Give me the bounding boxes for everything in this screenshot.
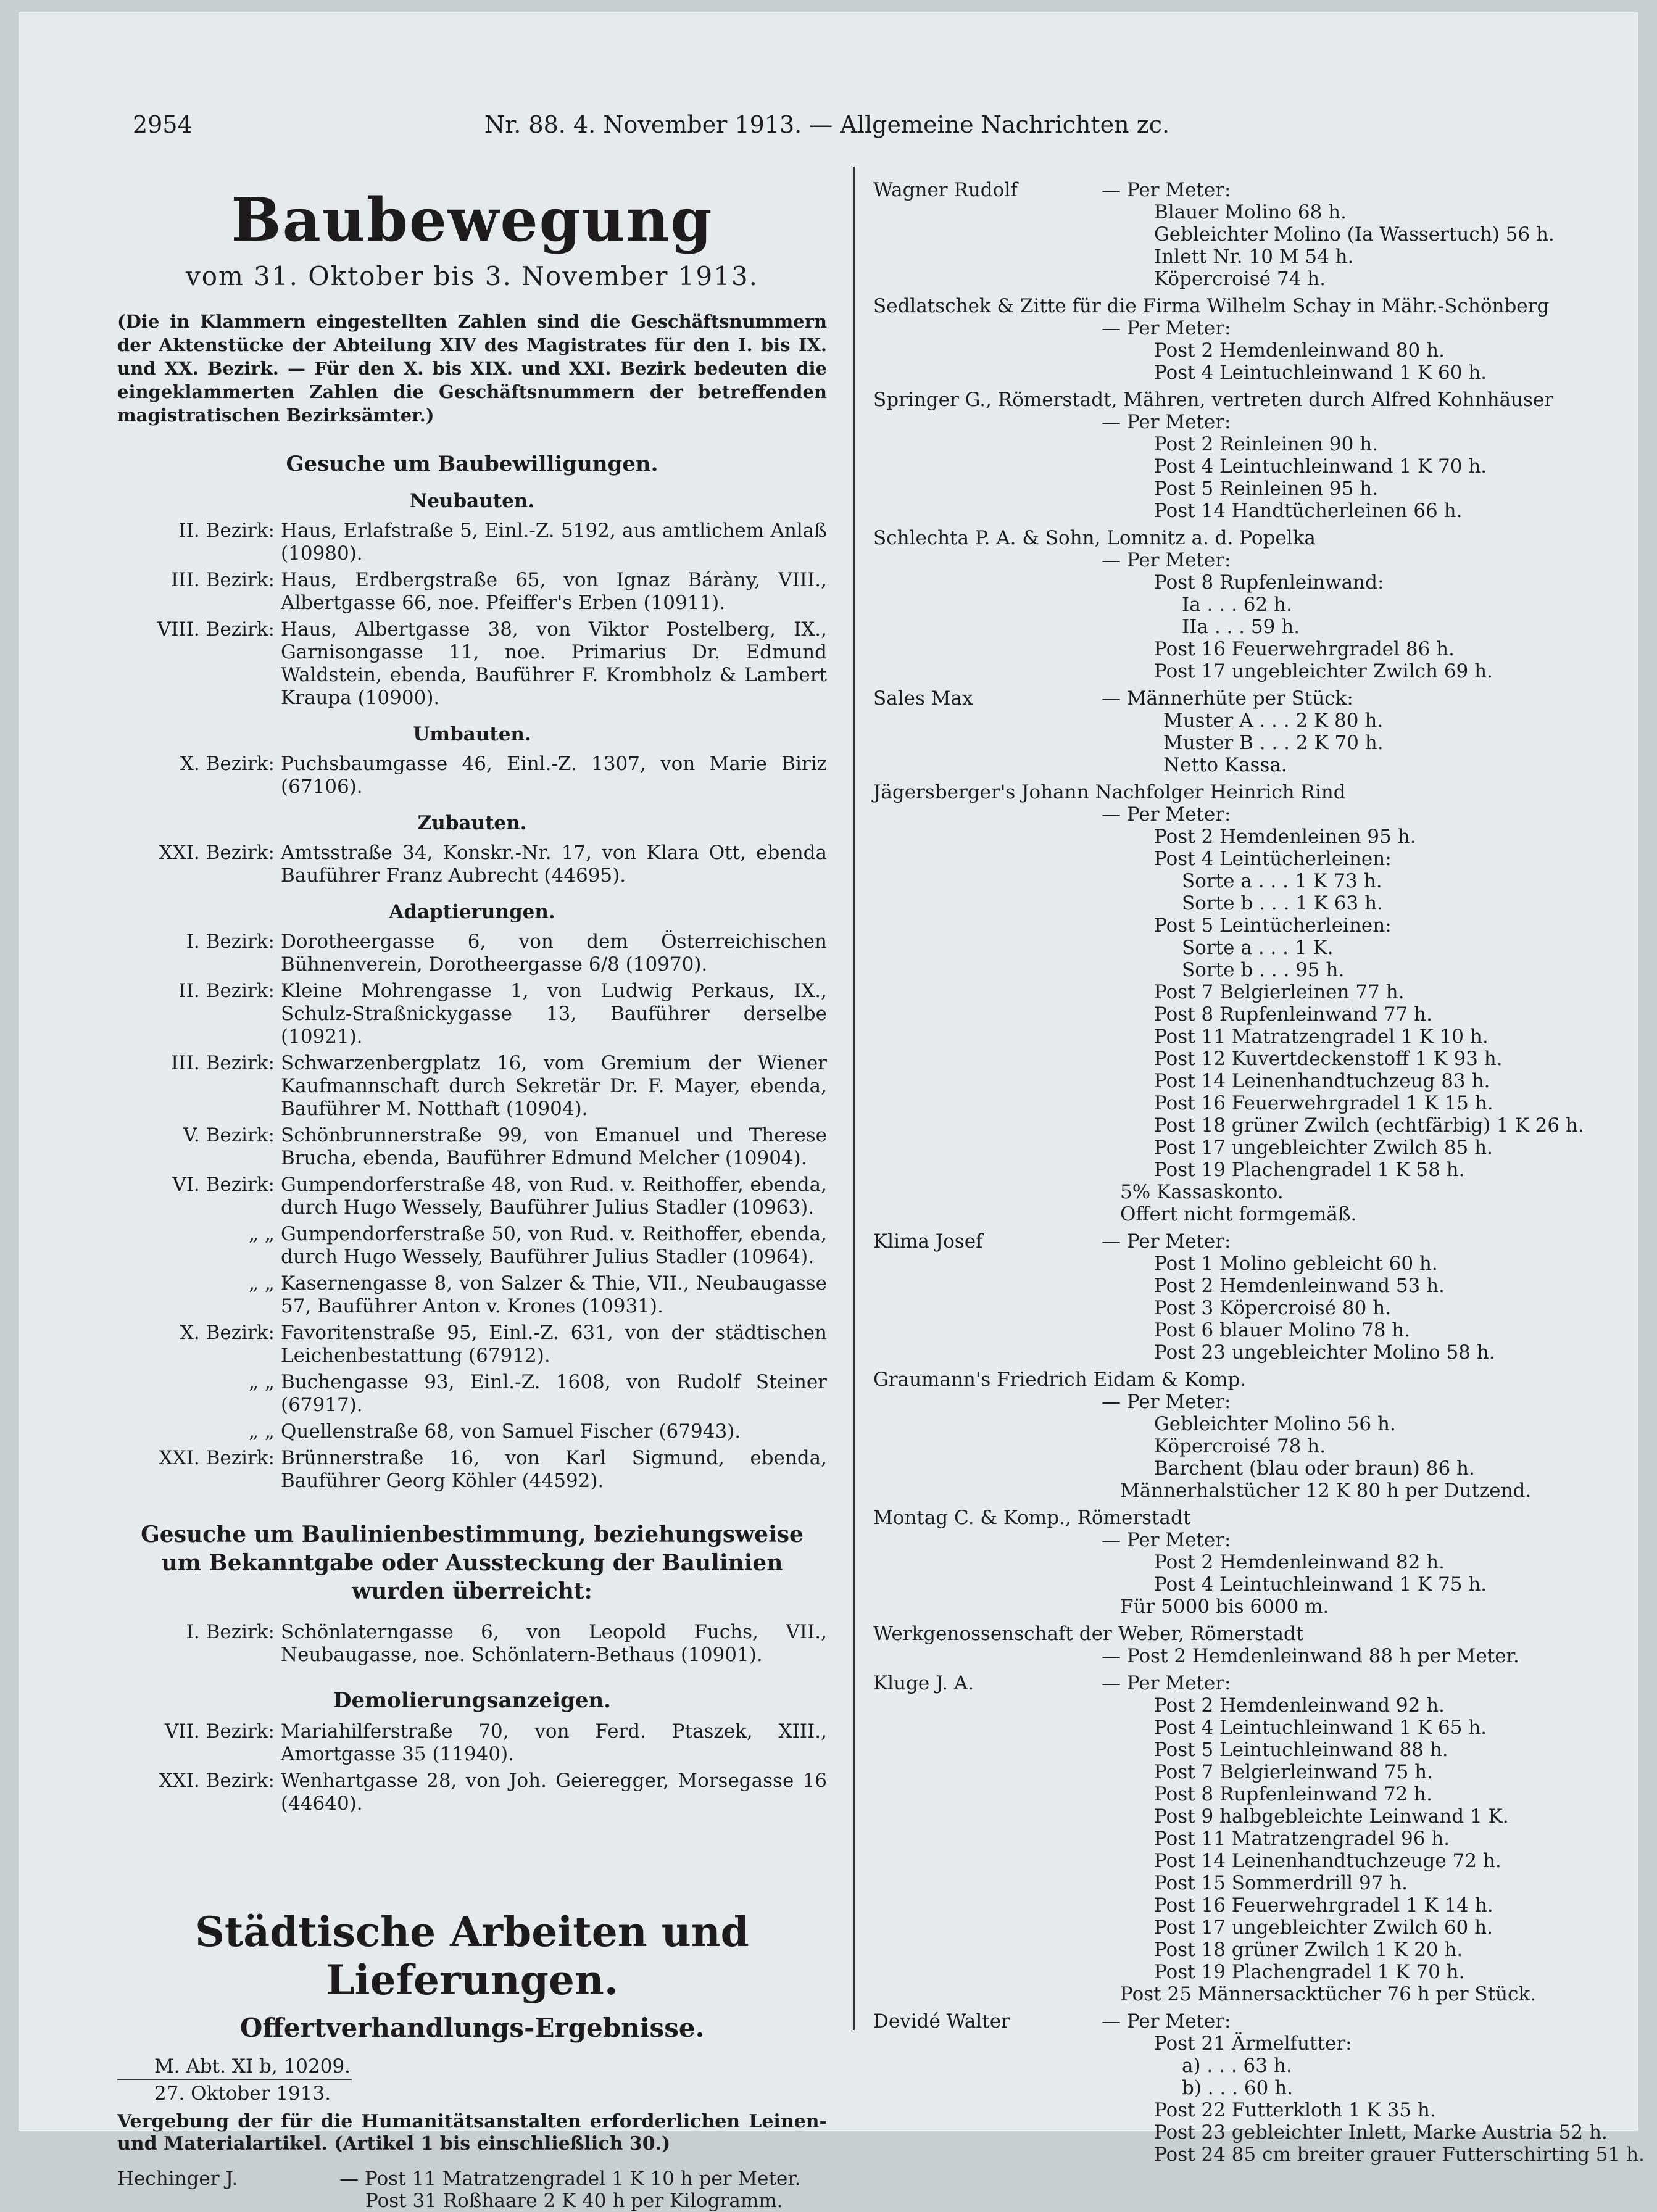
entry-text: Buchengasse 93, Einl.-Z. 1608, von Rudolf Steiner (67917). [281,1371,827,1416]
offer-line: Post 18 grüner Zwilch (echtfärbig) 1 K 26 h. [1154,1114,1584,1137]
offer-line: Blauer Molino 68 h. [1154,201,1347,223]
district-label: III. Bezirk: [171,1052,275,1074]
entry-item [117,1770,827,1815]
section-title-arbeiten: Städtische Arbeiten und Lieferungen. [195,1908,749,2004]
neubauten-list [117,520,827,710]
heading-baubewilligungen: Gesuche um Baubewilligungen. [286,452,658,476]
firm-hechinger [117,2168,827,2212]
firm-name: Wagner Rudolf [873,179,1018,201]
entry-text: Kasernengasse 8, von Salzer & Thie, VII., Neubaugasse 57, Bauführer Anton v. Krones (10931). [281,1272,827,1317]
entry-item [117,1174,827,1219]
offer-line: Post 4 Leintücherleinen: [1154,848,1392,870]
offer-line: Post 2 Hemdenleinen 95 h. [1154,826,1416,848]
offer-line: Sorte b . . . 95 h. [1182,959,1345,981]
umbauten-list [117,753,827,798]
entry-text: Haus, Erdbergstraße 65, von Ignaz Báràny, VIII., Albertgasse 66, noe. Pfeiffer's Erben (10911). [281,569,827,614]
offer-line: Post 7 Belgierleinen 77 h. [1154,981,1405,1003]
offer-head: — Per Meter: [1102,803,1231,826]
offer-line: Muster B . . . 2 K 70 h. [1163,732,1384,754]
entry-item [117,753,827,798]
offer-line: Post 18 grüner Zwilch 1 K 20 h. [1154,1939,1463,1961]
offer-line: Post 8 Rupfenleinwand 77 h. [1154,1003,1432,1025]
entry-item [117,1621,827,1667]
firm-name: Hechinger J. [117,2168,238,2190]
offer-line: Männerhalstücher 12 K 80 h per Dutzend. [1120,1480,1532,1502]
district-label: VIII. Bezirk: [157,618,275,640]
offer-line: Post 2 Hemdenleinwand 53 h. [1154,1275,1445,1297]
offer-line: Post 17 ungebleichter Zwilch 69 h. [1154,660,1493,682]
offer-line: Barchent (blau oder braun) 86 h. [1154,1457,1475,1480]
offer-line: Post 16 Feuerwehrgradel 1 K 14 h. [1154,1894,1493,1916]
reference-number: M. Abt. XI b, 10209. [154,2055,351,2077]
offer-line: Post 4 Leintuchleinwand 1 K 65 h. [1154,1717,1487,1739]
offer-line: a) . . . 63 h. [1182,2055,1292,2077]
firm-name: Sales Max [873,687,973,710]
offer-line: 5% Kassaskonto. [1120,1181,1284,1203]
entry-item [117,618,827,710]
entry-item [117,1124,827,1170]
subheading-demolierung: Demolierungsanzeigen. [333,1688,612,1713]
firm-offer-block [873,389,1589,522]
entry-text: Kleine Mohrengasse 1, von Ludwig Perkaus, IX., Schulz-Straßnickygasse 13, Bauführer derselbe (10921). [281,980,827,1048]
entry-item [117,569,827,615]
offer-line: Ia . . . 62 h. [1182,594,1292,616]
offer-line: Sorte a . . . 1 K 73 h. [1182,870,1382,892]
firm-offer-block [873,1672,1589,2005]
district-label: II. Bezirk: [178,520,275,542]
offer-head: — Per Meter: [1102,179,1231,201]
entry-text: Amtsstraße 34, Konskr.-Nr. 17, von Klara Ott, ebenda Bauführer Franz Aubrecht (44695). [281,842,827,887]
offer-line: Post 2 Hemdenleinwand 82 h. [1154,1551,1445,1573]
entry-text: Haus, Erlafstraße 5, Einl.-Z. 5192, aus amtlichem Anlaß (10980). [281,520,827,565]
entry-item [117,1371,827,1417]
offer-line: Post 31 Roßhaare 2 K 40 h per Kilogramm. [365,2190,783,2212]
firm-name: Klima Josef [873,1230,983,1253]
firm-offer-block [873,687,1589,776]
entry-text: Haus, Albertgasse 38, von Viktor Postelberg, IX., Garnisongasse 11, noe. Primarius Dr. Edmund Waldstein, ebenda, Bauführer F. Krombholz & Lambert Kraupa (10900). [281,618,827,709]
offer-line: Post 4 Leintuchleinwand 1 K 70 h. [1154,455,1487,478]
offer-line: Post 16 Feuerwehrgradel 1 K 15 h. [1154,1092,1493,1114]
dateline: vom 31. Oktober bis 3. November 1913. [185,261,759,291]
entry-text: Brünnerstraße 16, von Karl Sigmund, ebenda, Bauführer Georg Köhler (44592). [281,1447,827,1492]
entry-item [117,930,827,976]
firm-offer-block [873,295,1589,384]
offer-line: Post 16 Feuerwehrgradel 86 h. [1154,638,1455,660]
offer-line: Post 9 halbgebleichte Leinwand 1 K. [1154,1805,1509,1828]
district-label: „ „ [249,1272,275,1294]
firm-name: Springer G., Römerstadt, Mähren, vertreten durch Alfred Kohnhäuser [873,389,1554,411]
entry-item [117,1272,827,1318]
offer-line: Post 1 Molino gebleicht 60 h. [1154,1253,1438,1275]
offer-line: Post 17 ungebleichter Zwilch 85 h. [1154,1137,1493,1159]
page-header [133,111,1534,148]
firm-offer-block [873,1507,1589,1618]
district-label: „ „ [249,1223,275,1245]
offer-line: Sorte b . . . 1 K 63 h. [1182,892,1383,914]
district-label: „ „ [249,1371,275,1393]
entry-text: Dorotheergasse 6, von dem Österreichischen Bühnenverein, Dorotheergasse 6/8 (10970). [281,930,827,976]
offer-line: Inlett Nr. 10 M 54 h. [1154,246,1354,268]
entry-text: Gumpendorferstraße 48, von Rud. v. Reithoffer, ebenda, durch Hugo Wessely, Bauführer Julius Stadler (10963). [281,1174,827,1219]
offer-line: Post 24 85 cm breiter grauer Futterschirting 51 h. [1154,2144,1645,2166]
offer-line: Post 8 Rupfenleinwand 72 h. [1154,1783,1432,1805]
district-label: III. Bezirk: [171,569,275,591]
offer-line: Köpercroisé 78 h. [1154,1435,1326,1457]
entry-item [117,1052,827,1120]
section-title-baubewegung: Baubewegung [231,185,713,255]
firm-name: Kluge J. A. [873,1672,974,1694]
entry-item [117,1322,827,1367]
entry-text: Gumpendorferstraße 50, von Rud. v. Reithoffer, ebenda, durch Hugo Wessely, Bauführer Julius Stadler (10964). [281,1223,827,1268]
offer-line: Post 14 Leinenhandtuchzeug 83 h. [1154,1070,1490,1092]
district-label: VII. Bezirk: [164,1720,275,1742]
entry-item [117,842,827,887]
offer-line: Post 14 Handtücherleinen 66 h. [1154,500,1463,522]
offer-line: — Post 11 Matratzengradel 1 K 10 h per Meter. [339,2168,801,2190]
firm-name: Graumann's Friedrich Eidam & Komp. [873,1369,1247,1391]
adaptierungen-list [117,930,827,1493]
offer-line: Netto Kassa. [1163,754,1287,776]
reference-date: 27. Oktober 1913. [154,2082,331,2105]
firm-offer-block [873,781,1589,1225]
entry-item [117,1420,827,1443]
offer-line: Gebleichter Molino 56 h. [1154,1413,1396,1435]
baulinien-list [117,1621,827,1667]
district-label: XXI. Bezirk: [159,842,275,864]
reference-rule [117,2079,352,2080]
firm-offer-block [873,179,1589,290]
offer-line: Post 5 Leintücherleinen: [1154,914,1392,937]
district-label: VI. Bezirk: [172,1174,275,1196]
offer-line: Muster A . . . 2 K 80 h. [1163,710,1384,732]
offer-line: Post 11 Matratzengradel 1 K 10 h. [1154,1025,1489,1048]
offer-head: — Per Meter: [1102,1230,1231,1253]
offer-line: Post 7 Belgierleinwand 75 h. [1154,1761,1433,1783]
offer-line: Post 4 Leintuchleinwand 1 K 75 h. [1154,1573,1487,1596]
firm-name: Sedlatschek & Zitte für die Firma Wilhelm Schay in Mähr.-Schönberg [873,295,1550,317]
offer-line: Post 5 Reinleinen 95 h. [1154,478,1379,500]
offer-line: Post 3 Köpercroisé 80 h. [1154,1297,1392,1319]
district-label: X. Bezirk: [180,753,275,775]
offer-line: Post 5 Leintuchleinwand 88 h. [1154,1739,1448,1761]
offer-line: IIa . . . 59 h. [1182,616,1300,638]
firm-offer [339,2168,827,2212]
firm-name: Werkgenossenschaft der Weber, Römerstadt [873,1623,1304,1645]
offer-line: Post 22 Futterkloth 1 K 35 h. [1154,2099,1436,2121]
offer-head: — Per Meter: [1102,317,1231,339]
offer-head: — Per Meter: [1102,2010,1231,2032]
offer-line: Post 23 gebleichter Inlett, Marke Austria 52 h. [1154,2121,1608,2144]
offer-line: Post 4 Leintuchleinwand 1 K 60 h. [1154,362,1487,384]
right-column [873,179,1645,2171]
offer-line: Sorte a . . . 1 K. [1182,937,1334,959]
district-label: I. Bezirk: [186,930,275,953]
entry-text: Schönlaterngasse 6, von Leopold Fuchs, VII., Neubaugasse, noe. Schönlatern-Bethaus (10901). [281,1621,827,1666]
entry-text: Schönbrunnerstraße 99, von Emanuel und Therese Brucha, ebenda, Bauführer Edmund Melcher (10904). [281,1124,827,1169]
entry-text: Schwarzenbergplatz 16, vom Gremium der Wiener Kaufmannschaft durch Sekretär Dr. F. Mayer, ebenda, Bauführer M. Notthaft (10904). [281,1052,827,1120]
offer-line: Post 23 ungebleichter Molino 58 h. [1154,1341,1495,1364]
district-label: „ „ [249,1420,275,1443]
offer-line: b) . . . 60 h. [1182,2077,1294,2099]
firm-name: Jägersberger's Johann Nachfolger Heinrich Rind [873,781,1346,803]
offer-line: Post 19 Plachengradel 1 K 70 h. [1154,1961,1465,1983]
firm-offer-block [873,1369,1589,1502]
demolierung-list [117,1720,827,1815]
entry-item [117,980,827,1048]
offer-line: Köpercroisé 74 h. [1154,268,1326,290]
offer-line: Post 21 Ärmelfutter: [1154,2032,1352,2055]
firm-name: Schlechta P. A. & Sohn, Lomnitz a. d. Popelka [873,527,1316,549]
entry-item [117,1223,827,1269]
offer-line: Für 5000 bis 6000 m. [1120,1596,1329,1618]
vergebung-text: Vergebung der für die Humanitätsanstalten erforderlichen Leinen- und Materialartikel. (Artikel 1 bis einschließlich 30.) [117,2111,827,2155]
offer-line: Post 8 Rupfenleinwand: [1154,571,1384,594]
firm-name: Montag C. & Komp., Römerstadt [873,1507,1191,1529]
offer-line: Post 17 ungebleichter Zwilch 60 h. [1154,1916,1493,1939]
subheading-adaptierungen: Adaptierungen. [389,901,555,923]
entry-item [117,1720,827,1766]
firm-offer-block [873,527,1589,682]
district-label: I. Bezirk: [186,1621,275,1643]
district-label: XXI. Bezirk: [159,1447,275,1469]
offer-head: — Post 2 Hemdenleinwand 88 h per Meter. [1102,1645,1519,1667]
district-label: V. Bezirk: [183,1124,275,1146]
left-column [117,179,827,2212]
district-label: XXI. Bezirk: [159,1770,275,1792]
offer-head: — Per Meter: [1102,1672,1231,1694]
offer-head: — Per Meter: [1102,1529,1231,1551]
offer-line: Post 6 blauer Molino 78 h. [1154,1319,1411,1341]
offer-head: — Per Meter: [1102,1391,1231,1413]
offer-line: Post 2 Reinleinen 90 h. [1154,433,1379,455]
subheading-umbauten: Umbauten. [413,723,531,745]
firm-offer-block [873,2010,1645,2166]
entry-item [117,1447,827,1493]
offer-line: Post 15 Sommerdrill 97 h. [1154,1872,1408,1894]
offer-line: Post 11 Matratzengradel 96 h. [1154,1828,1450,1850]
column-divider [853,167,855,2030]
offer-line: Gebleichter Molino (Ia Wassertuch) 56 h. [1154,223,1555,246]
district-label: II. Bezirk: [178,980,275,1002]
offer-line: Offert nicht formgemäß. [1120,1203,1357,1225]
page-number: 2954 [133,111,193,138]
header-title: Nr. 88. 4. November 1913. — Allgemeine Nachrichten zc. [484,111,1170,138]
subheading-neubauten: Neubauten. [409,490,535,512]
entry-text: Quellenstraße 68, von Samuel Fischer (67943). [281,1420,741,1443]
subheading-offertverhandlung: Offertverhandlungs-Ergebnisse. [239,2013,705,2043]
explanatory-note: (Die in Klammern eingestellten Zahlen sind die Geschäftsnummern der Aktenstücke der Abteilung XIV des Magistrates für den I. bis IX. und XX. Bezirk. — Für den X. bis XIX. und XXI. Bezirk bedeuten die eingeklammerten Zahlen die Geschäftsnummern der betreffenden magistratischen Bezirksämter.) [117,311,827,426]
offer-line: Post 14 Leinenhandtuchzeuge 72 h. [1154,1850,1501,1872]
offer-head: — Per Meter: [1102,549,1231,571]
offer-line: Post 25 Männersacktücher 76 h per Stück. [1120,1983,1537,2005]
offer-line: Post 2 Hemdenleinwand 92 h. [1154,1694,1445,1717]
offer-line: Post 19 Plachengradel 1 K 58 h. [1154,1159,1465,1181]
firm-name: Devidé Walter [873,2010,1010,2032]
offer-head: — Per Meter: [1102,411,1231,433]
firm-offer-block [873,1230,1589,1364]
heading-baulinien: Gesuche um Baulinienbestimmung, beziehungsweise um Bekanntgabe oder Aussteckung der Baulinien wurden überreicht: [141,1522,804,1604]
entry-text: Favoritenstraße 95, Einl.-Z. 631, von der städtischen Leichenbestattung (67912). [281,1322,827,1367]
zubauten-list [117,842,827,887]
entry-text: Puchsbaumgasse 46, Einl.-Z. 1307, von Marie Biriz (67106). [281,753,827,798]
district-label: X. Bezirk: [180,1322,275,1344]
entry-item [117,520,827,565]
firm-offer-block [873,1623,1589,1667]
subheading-zubauten: Zubauten. [417,812,527,834]
offer-head: — Männerhüte per Stück: [1102,687,1353,710]
offer-line: Post 2 Hemdenleinwand 80 h. [1154,339,1445,362]
entry-text: Mariahilferstraße 70, von Ferd. Ptaszek, XIII., Amortgasse 35 (11940). [281,1720,827,1765]
entry-text: Wenhartgasse 28, von Joh. Geieregger, Morsegasse 16 (44640). [281,1770,827,1815]
offer-line: Post 12 Kuvertdeckenstoff 1 K 93 h. [1154,1048,1503,1070]
